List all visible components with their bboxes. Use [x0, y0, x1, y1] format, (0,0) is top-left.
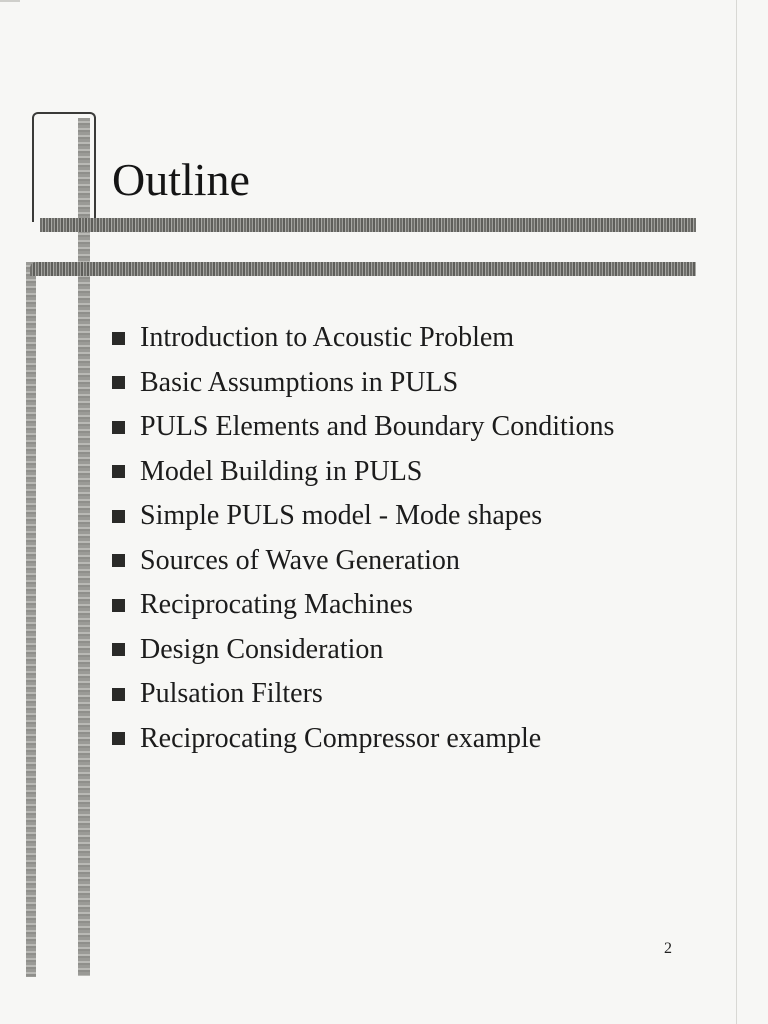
- list-item: [106, 539, 614, 584]
- list-item-label: Pulsation Filters: [140, 678, 323, 710]
- list-item-label: Reciprocating Compressor example: [140, 722, 542, 754]
- list-item-label: Basic Assumptions in PULS: [140, 366, 459, 398]
- list-item: [106, 405, 614, 450]
- slide-title: Outline: [112, 154, 250, 205]
- square-bullet-icon: [112, 688, 125, 701]
- list-item-label: Design Consideration: [140, 633, 384, 665]
- list-item-label: Sources of Wave Generation: [140, 544, 460, 576]
- list-item-label: Simple PULS model - Mode shapes: [140, 500, 543, 532]
- list-item: [106, 494, 614, 539]
- list-item: [106, 361, 614, 406]
- list-item-label: Reciprocating Machines: [140, 589, 413, 621]
- list-item: [106, 672, 614, 717]
- square-bullet-icon: [112, 376, 125, 389]
- square-bullet-icon: [112, 599, 125, 612]
- list-item-label: Introduction to Acoustic Problem: [140, 322, 515, 354]
- list-item: [106, 316, 614, 361]
- list-item: [106, 583, 614, 628]
- frame-left-line: [26, 262, 36, 977]
- page-number: 2: [664, 940, 672, 957]
- list-item-label: Model Building in PULS: [140, 455, 423, 487]
- frame-inner-line: [78, 118, 90, 976]
- page-edge: [736, 0, 737, 1024]
- outline-list: [106, 316, 614, 761]
- square-bullet-icon: [112, 510, 125, 523]
- list-item: [106, 628, 614, 673]
- list-item: [106, 450, 614, 495]
- square-bullet-icon: [112, 332, 125, 345]
- content-top-bar: [30, 262, 696, 276]
- scan-top-mark: [0, 0, 20, 2]
- square-bullet-icon: [112, 643, 125, 656]
- square-bullet-icon: [112, 554, 125, 567]
- list-item: [106, 717, 614, 762]
- list-item-label: PULS Elements and Boundary Conditions: [140, 411, 615, 443]
- square-bullet-icon: [112, 732, 125, 745]
- title-underline-bar: [40, 218, 696, 232]
- square-bullet-icon: [112, 421, 125, 434]
- square-bullet-icon: [112, 465, 125, 478]
